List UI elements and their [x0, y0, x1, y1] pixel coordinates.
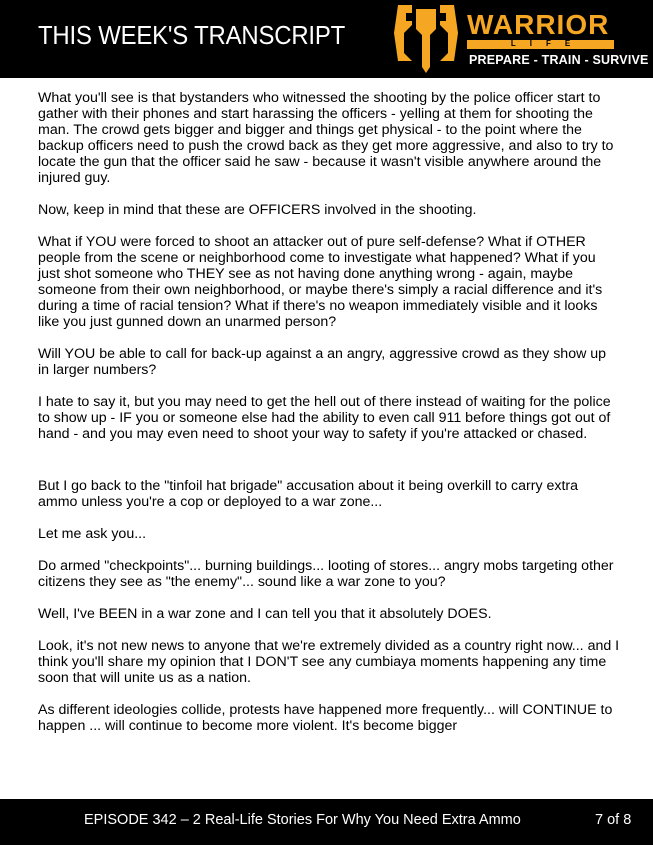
paragraph: I hate to say it, but you may need to get the hell out of there instead of waiting for the police to show up - IF you or someone else had the ability to even call 911 before things got out of hand - and you may even need to shoot your way to safety if you're attacked or chased.: [38, 394, 611, 442]
paragraph: Will YOU be able to call for back-up against a an angry, aggressive crowd as they show up in larger numbers?: [38, 346, 607, 378]
paragraph: But I go back to the "tinfoil hat brigade" accusation about it being overkill to carry extra ammo unless you're a cop or deployed to a war zone...: [38, 478, 579, 510]
brand-name: WARRIOR: [467, 9, 610, 40]
paragraph: Now, keep in mind that these are OFFICERS involved in the shooting.: [38, 202, 477, 218]
page-header: [0, 0, 653, 78]
brand-sub-bar: [467, 40, 614, 49]
spartan-helmet-icon: [390, 3, 462, 75]
page-footer: [0, 799, 653, 845]
episode-title: EPISODE 342 – 2 Real-Life Stories For Why You Need Extra Ammo: [84, 812, 521, 828]
page-title: THIS WEEK'S TRANSCRIPT: [38, 20, 346, 50]
paragraph: Do armed "checkpoints"... burning buildings... looting of stores... angry mobs targeting other citizens they see as "the enemy"... sound like a war zone to you?: [38, 558, 614, 590]
paragraph: Let me ask you...: [38, 526, 147, 542]
brand-sub: LIFE: [510, 39, 585, 48]
paragraph: What you'll see is that bystanders who witnessed the shooting by the police officer start to gather with their phones and start harassing the officers - yelling at them for shooting the man. The crowd gets bigger and bigger and things get physical - to the point where the backup officers need to push the crowd back as they get more aggressive, and also to try to locate the gun that the officer said he saw - because it wasn't visible anywhere around the injured guy.: [38, 90, 614, 186]
paragraph: What if YOU were forced to shoot an attacker out of pure self-defense? What if OTHER people from the scene or neighborhood come to investigate what happened? What if you just shot someone who THEY see as not having done anything wrong - again, maybe someone from their own neighborhood, or maybe there's simply a racial difference and it's during a time of racial tension? What if there's no weapon immediately visible and it looks like you just gunned down an unarmed person?: [38, 234, 603, 330]
paragraph: Look, it's not new news to anyone that we're extremely divided as a country right now... and I think you'll share my opinion that I DON'T see any cumbiaya moments happening any time soon that will unite us as a nation.: [38, 638, 620, 686]
transcript-body: [38, 90, 620, 750]
page-number: 7 of 8: [595, 812, 632, 828]
paragraph: As different ideologies collide, protests have happened more frequently... will CONTINUE to happen ... will continue to become more violent. It's become bigger: [38, 702, 613, 734]
paragraph: Well, I've BEEN in a war zone and I can tell you that it absolutely DOES.: [38, 606, 492, 622]
warrior-life-logo: [390, 3, 650, 75]
brand-tagline: PREPARE - TRAIN - SURVIVE: [469, 53, 649, 67]
